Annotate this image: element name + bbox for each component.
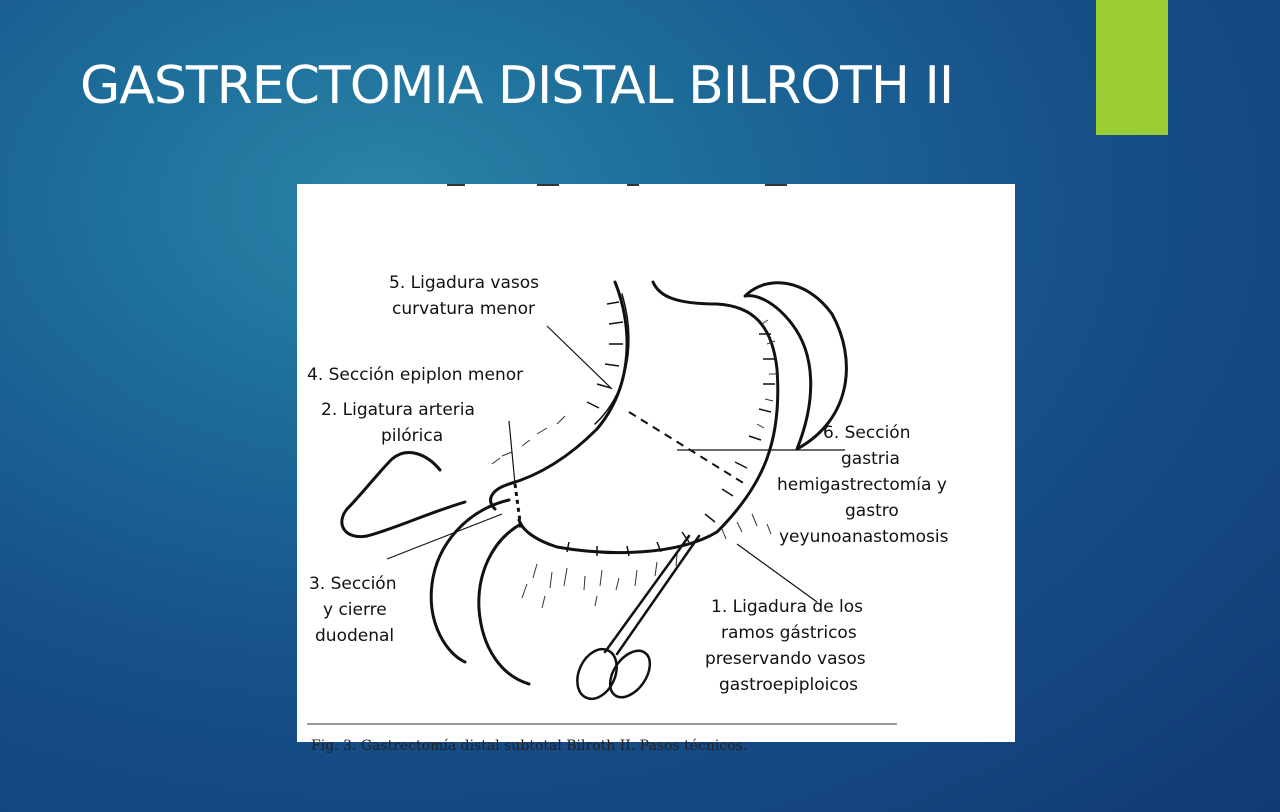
slide-title: GASTRECTOMIA DISTAL BILROTH II [80,56,954,116]
stomach-greater-curvature [519,282,778,553]
figure-caption: Fig. 3. Gastrectomía distal subtotal Bilroth II. Pasos técnicos. [311,738,748,754]
surgical-diagram [297,184,1015,754]
label-ligatura-arteria: 2. Ligatura arteria pilórica [321,400,475,446]
label-ligadura-vasos: 5. Ligadura vasos curvatura menor [389,273,539,319]
label-seccion-gastria: 6. Sección gastria hemigastrectomía y gastro yeyunoanastomosis [777,423,949,547]
label-ligadura-ramos: 1. Ligadura de los ramos gástricos preservando vasos gastroepiploicos [705,597,866,695]
accent-bar [1096,0,1168,135]
omentum-texture [492,320,777,608]
label-seccion-epiplon: 4. Sección epiplon menor [307,365,524,385]
jejunum-loop [431,500,509,662]
label-seccion-cierre: 3. Sección y cierre duodenal [309,574,397,646]
duodenum-loop [342,453,465,537]
forceps-icon [570,536,699,705]
transection-line [629,412,745,484]
